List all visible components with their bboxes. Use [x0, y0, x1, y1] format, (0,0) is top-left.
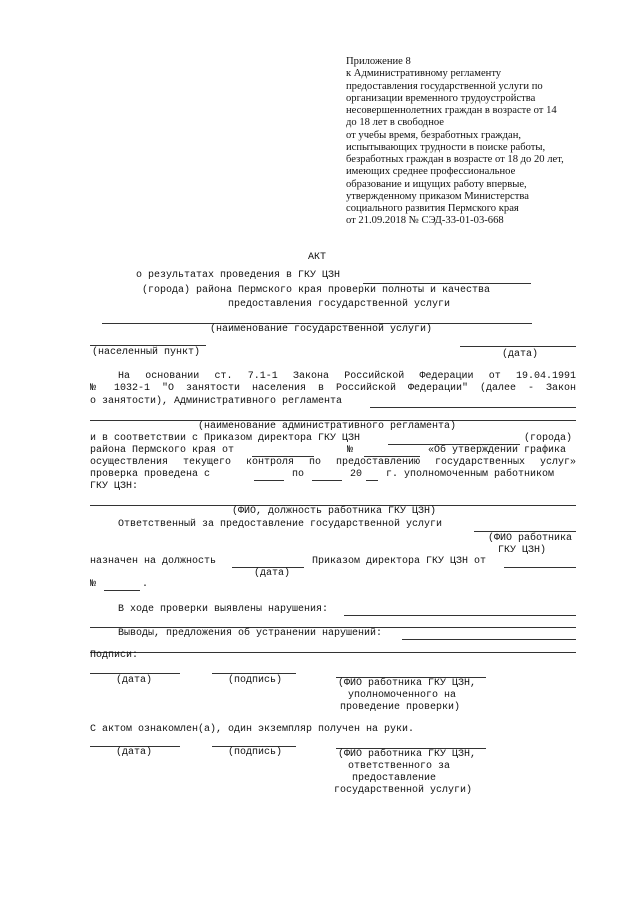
conclusions-line-1 — [402, 639, 576, 640]
act-subtitle-line-1: о результатах проведения в ГКУ ЦЗН — [136, 270, 341, 281]
appendix-line: безработных граждан в возрасте от 18 до 20 лет, — [346, 154, 564, 165]
basis-line-5-no: № — [347, 445, 354, 456]
sign-date-caption-1: (дата) — [116, 675, 153, 686]
sign-signature-caption-1: (подпись) — [228, 675, 283, 686]
responsible-caption-2: ГКУ ЦЗН) — [498, 545, 547, 556]
appendix-line: образование и ищущих работу впервые, — [346, 178, 527, 190]
regulation-caption: (наименование административного регламента) — [198, 421, 457, 432]
period-to-line — [312, 480, 342, 481]
appendix-line: имеющих среднее профессиональное — [346, 166, 516, 178]
inspector-caption: (ФИО, должность работника ГКУ ЦЗН) — [232, 506, 437, 517]
appendix-line: несовершеннолетних граждан в возрасте от 14 — [346, 105, 557, 116]
locality-caption: (населенный пункт) — [92, 347, 201, 358]
sign-date-line-1 — [90, 673, 180, 674]
conclusions-line-2 — [90, 652, 576, 653]
appendix-line: испытывающих трудности в поиске работы, — [346, 141, 546, 153]
sign-signature-caption-2: (подпись) — [228, 747, 283, 758]
responsible-line-2-order: Приказом директора ГКУ ЦЗН от — [312, 556, 487, 567]
basis-line-1: На основании ст. 7.1-1 Закона Российской Федерации от 19.04.1991 — [118, 371, 576, 382]
act-title: АКТ — [308, 252, 327, 263]
responsible-line-1: Ответственный за предоставление государственной услуги — [118, 519, 443, 530]
appendix-line: утвержденному приказом Министерства — [346, 190, 529, 202]
appendix-line: до 18 лет в свободное — [346, 117, 444, 129]
basis-line-8: ГКУ ЦЗН: — [90, 481, 139, 492]
appendix-line: предоставления государственной услуги по — [346, 80, 543, 92]
order-number-sign: № — [90, 579, 97, 590]
basis-line-7: проверка проведена с — [90, 469, 211, 480]
sign-fio-caption-1c: проведение проверки) — [340, 702, 461, 713]
violations-label: В ходе проверки выявлены нарушения: — [118, 604, 329, 615]
appendix-line: Приложение 8 — [346, 56, 411, 67]
center-name-line — [363, 283, 531, 284]
date-line — [460, 346, 576, 347]
basis-line-6: осуществления текущего контроля по предоставлению государственных услуг» — [90, 457, 576, 468]
acquainted-text: С актом ознакомлен(а), один экземпляр получен на руки. — [90, 724, 415, 735]
appendix-line: от 21.09.2018 № СЭД-33-01-03-668 — [346, 215, 504, 227]
sign-fio-caption-2c: предоставление — [352, 773, 437, 784]
basis-line-7-tail: г. уполномоченным работником — [386, 469, 555, 480]
appendix-line: организации временного трудоустройства — [346, 92, 536, 104]
basis-line-7-to: по — [292, 469, 305, 480]
appendix-line: социального развития Пермского края — [346, 203, 519, 214]
locality-line — [90, 345, 206, 346]
basis-line-7-year: 20 — [350, 469, 363, 480]
appendix-line: от учебы время, безработных граждан, — [346, 129, 522, 141]
date-caption: (дата) — [502, 349, 539, 360]
sign-date-caption-2: (дата) — [116, 747, 153, 758]
signatures-label: Подписи: — [90, 650, 139, 661]
appendix-line: к Административному регламенту — [346, 68, 502, 80]
violations-line-1 — [344, 615, 576, 616]
year-line — [366, 480, 378, 481]
appointment-date-line — [504, 567, 576, 568]
period-from-line — [254, 480, 284, 481]
basis-line-4-city: (города) — [524, 433, 573, 444]
basis-line-4: и в соответствии с Приказом директора ГКУ ЦЗН — [90, 433, 361, 444]
act-subtitle-line-3: предоставления государственной услуги — [228, 299, 451, 310]
sign-fio-caption-1b: уполномоченного на — [348, 690, 457, 701]
responsible-line-2: назначен на должность — [90, 556, 217, 567]
basis-line-2: № 1032-1 "О занятости населения в Российской Федерации" (далее - Закон — [90, 383, 576, 394]
position-date-caption: (дата) — [254, 568, 291, 579]
appendix-header — [346, 56, 616, 228]
sign-signature-line-1 — [212, 673, 296, 674]
regulation-name-line — [370, 407, 576, 408]
responsible-fio-line — [474, 531, 576, 532]
appointment-order-line — [104, 590, 140, 591]
basis-line-5-title: «Об утверждении графика — [428, 445, 567, 456]
sign-fio-caption-2d: государственной услуги) — [334, 785, 473, 796]
service-caption: (наименование государственной услуги) — [210, 324, 433, 335]
order-number-dot: . — [142, 579, 149, 590]
basis-line-5: района Пермского края от — [90, 445, 235, 456]
conclusions-label: Выводы, предложения об устранении нарушений: — [118, 628, 383, 639]
basis-line-3: о занятости), Административного регламента — [90, 396, 343, 407]
act-subtitle-line-2: (города) района Пермского края проверки полноты и качества — [142, 285, 491, 296]
sign-fio-caption-2a: (ФИО работника ГКУ ЦЗН, — [338, 749, 477, 760]
sign-fio-caption-1a: (ФИО работника ГКУ ЦЗН, — [338, 678, 477, 689]
sign-fio-caption-2b: ответственного за — [348, 761, 451, 772]
responsible-caption-1: (ФИО работника — [488, 533, 573, 544]
